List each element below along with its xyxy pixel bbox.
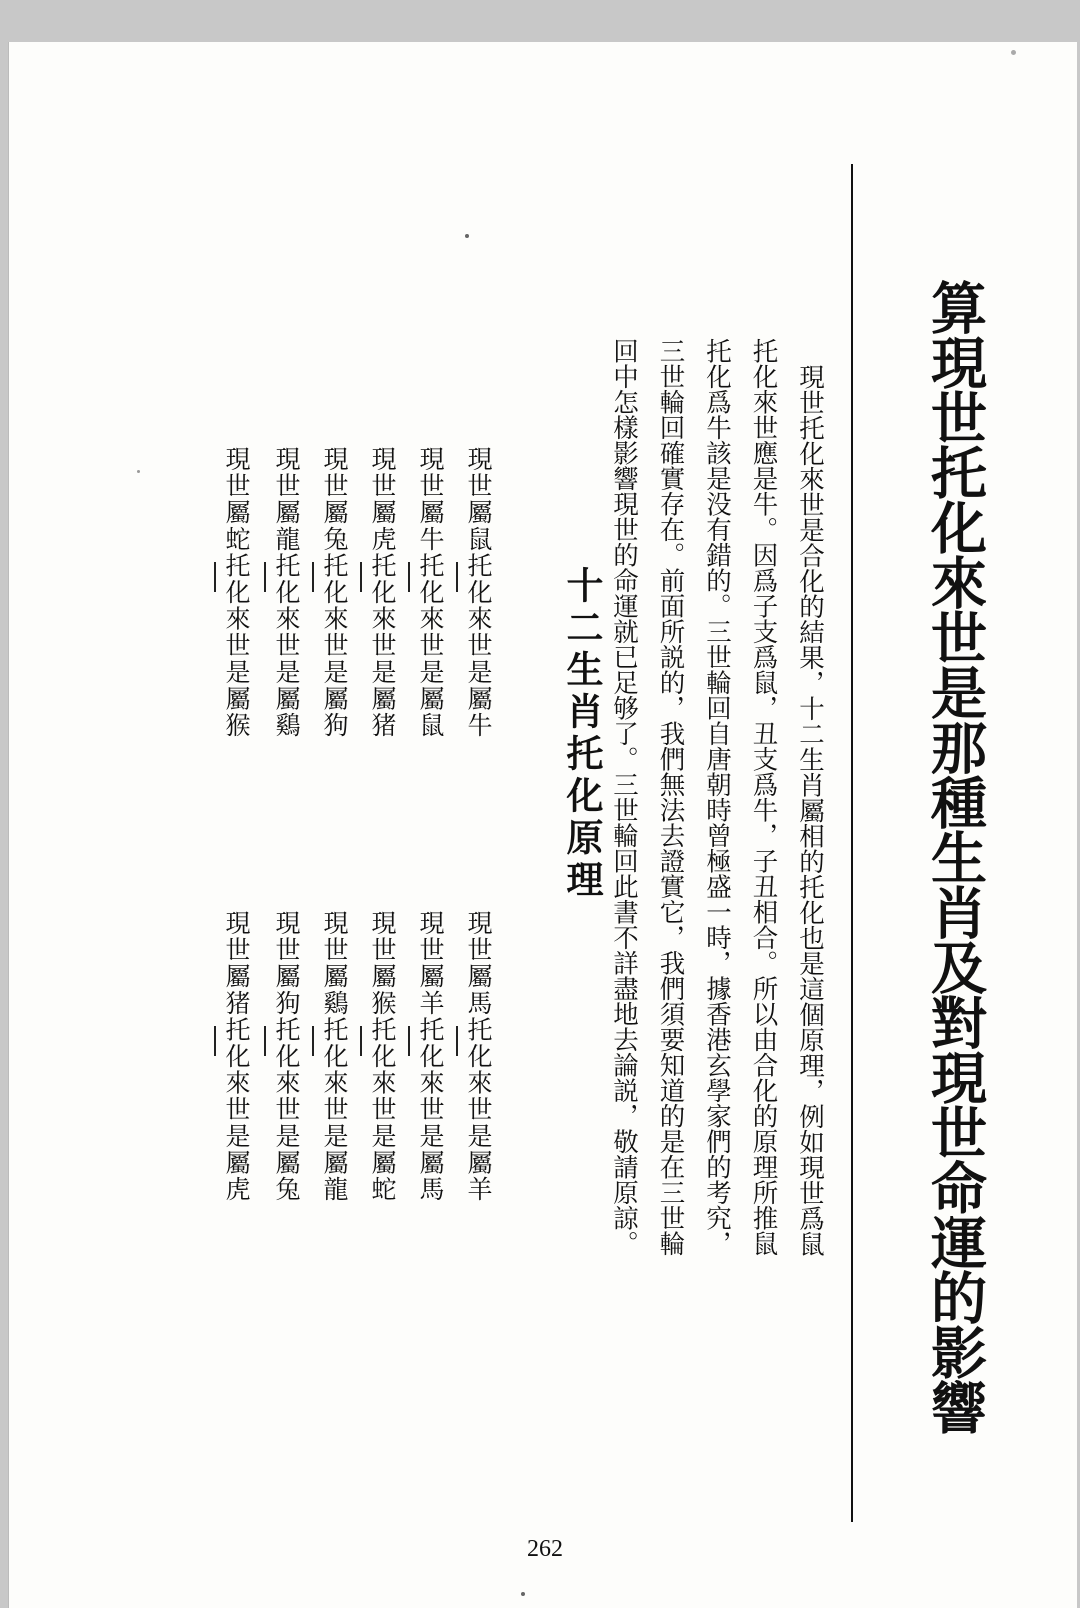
underline-mark	[264, 1026, 266, 1056]
underline-mark	[408, 562, 410, 592]
zodiac-entry: 現世屬羊托化來世是屬馬	[416, 910, 445, 1203]
underline-mark	[214, 1026, 216, 1056]
zodiac-entry: 現世屬猪托化來世是屬虎	[222, 910, 251, 1203]
underline-mark	[456, 562, 458, 592]
zodiac-entry: 現世屬兔托化來世是屬狗	[320, 446, 349, 739]
underline-mark	[360, 562, 362, 592]
page-number: 262	[527, 1536, 563, 1562]
underline-mark	[456, 1026, 458, 1056]
zodiac-entry: 現世屬牛托化來世是屬鼠	[416, 446, 445, 739]
paragraph-text: 現世托化來世是合化的結果，十二生肖屬相的托化也是這個原理，例如現世爲鼠托化來世應是牛。因爲子支爲鼠，丑支爲牛，子丑相合。所以由合化的原理所推鼠托化爲牛該是没有錯的。三世輪回自唐朝時曾極盛一時，據香港玄學家們的考究，三世輪回確實存在。前面所説的，我們無法去證實它，我們須要知道的是在三世輪回中怎樣影響現世的命運就已足够了。三世輪回此書不詳盡地去論説，敬請原諒。	[609, 338, 825, 1256]
underline-mark	[408, 1026, 410, 1056]
underline-mark	[214, 562, 216, 592]
body-paragraph	[609, 338, 833, 1268]
scan-speck	[521, 1592, 525, 1596]
underline-mark	[360, 1026, 362, 1056]
section-title: 十二生肖托化原理	[560, 566, 604, 902]
scan-speck	[1011, 50, 1016, 55]
zodiac-entry: 現世屬鷄托化來世是屬龍	[320, 910, 349, 1203]
scan-speck	[137, 470, 140, 473]
zodiac-entry: 現世屬鼠托化來世是屬牛	[464, 446, 493, 739]
zodiac-entry: 現世屬馬托化來世是屬羊	[464, 910, 493, 1203]
zodiac-entry: 現世屬猴托化來世是屬蛇	[368, 910, 397, 1203]
zodiac-entry: 現世屬狗托化來世是屬兔	[272, 910, 301, 1203]
underline-mark	[264, 562, 266, 592]
book-page	[8, 42, 1077, 1608]
underline-mark	[312, 562, 314, 592]
underline-mark	[312, 1026, 314, 1056]
chapter-title: 算現世托化來世是那種生肖及對現世命運的影響	[922, 279, 988, 1434]
zodiac-entry: 現世屬虎托化來世是屬猪	[368, 446, 397, 739]
scan-speck	[465, 234, 469, 238]
zodiac-entry: 現世屬蛇托化來世是屬猴	[222, 446, 251, 739]
zodiac-entry: 現世屬龍托化來世是屬鷄	[272, 446, 301, 739]
vertical-rule	[851, 164, 853, 1522]
